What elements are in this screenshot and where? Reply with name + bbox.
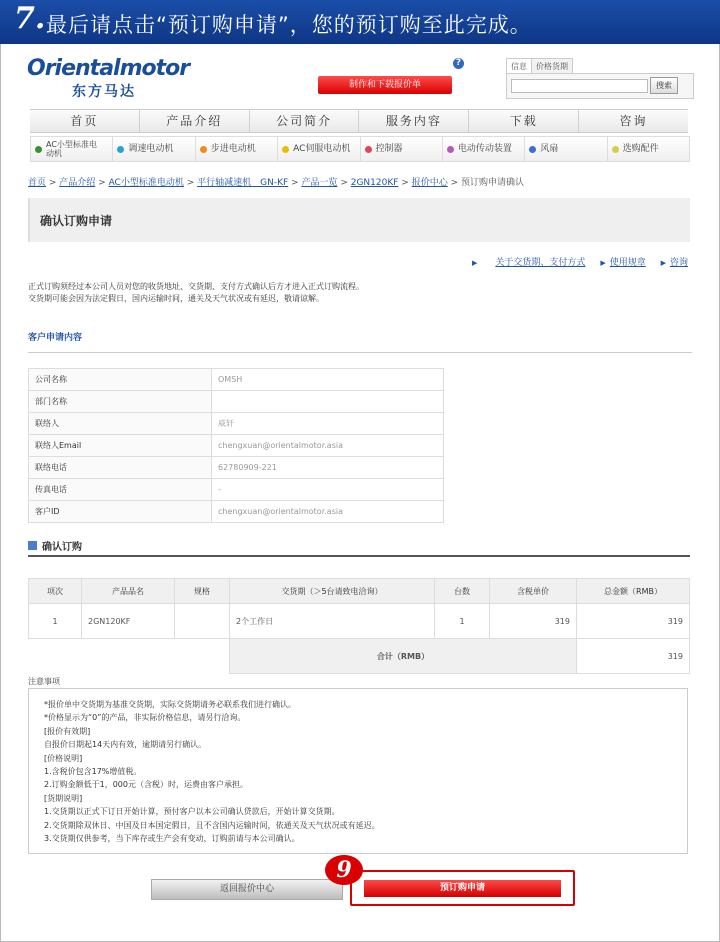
table-row: 联络电话 62780909-221 xyxy=(29,457,444,479)
search-tab-info[interactable]: 信息 xyxy=(506,58,532,74)
divider xyxy=(28,352,692,353)
pre-order-request-button[interactable]: 预订购申请 xyxy=(364,880,561,897)
terms-link[interactable]: 使用规章 xyxy=(609,258,646,268)
table-row: 1 2GN120KF 2个工作日 1 319 319 xyxy=(29,604,690,639)
breadcrumb: 首页 > 产品介绍 > AC小型标准电动机 > 平行轴减速机 GN-KF > 产品一览 > 2GN120KF > 报价中心 > 预订购申请确认 xyxy=(28,178,524,188)
nav-company[interactable]: 公司简介 xyxy=(250,110,360,132)
step-badge: 9 xyxy=(325,855,363,885)
product-nav-item[interactable]: 调速电动机 xyxy=(113,137,195,161)
arrow-icon: ▶ xyxy=(660,259,666,267)
bullet-icon xyxy=(365,146,372,153)
contact-link[interactable]: 咨询 xyxy=(669,258,688,268)
bullet-icon xyxy=(447,146,454,153)
bullet-icon xyxy=(200,146,207,153)
bullet-icon xyxy=(529,146,536,153)
customer-section-title: 客户申请内容 xyxy=(28,333,83,343)
order-section-title: 确认订购 xyxy=(28,538,82,553)
breadcrumb-link[interactable]: 报价中心 xyxy=(411,178,448,188)
bullet-icon xyxy=(35,146,42,153)
step-number: 7. xyxy=(14,1,46,36)
breadcrumb-link[interactable]: 产品介绍 xyxy=(59,178,96,188)
customer-info-table xyxy=(28,368,444,523)
search-input[interactable] xyxy=(511,79,648,93)
nav-home[interactable]: 首页 xyxy=(30,110,140,132)
global-nav xyxy=(30,109,688,133)
instruction-banner xyxy=(0,0,720,44)
table-row: 公司名称 OMSH xyxy=(29,369,444,391)
table-row: 传真电话 - xyxy=(29,479,444,501)
product-nav-item[interactable]: 控制器 xyxy=(361,137,443,161)
divider xyxy=(28,555,690,557)
total-row: 合计（RMB） 319 xyxy=(29,639,690,674)
nav-products[interactable]: 产品介绍 xyxy=(140,110,250,132)
bullet-icon xyxy=(282,146,289,153)
logo-english[interactable]: Orientalmotor xyxy=(27,56,190,81)
product-nav-item[interactable]: AC伺服电动机 xyxy=(278,137,360,161)
breadcrumb-link[interactable]: 首页 xyxy=(28,178,47,188)
product-nav-item[interactable]: AC小型标准电动机 xyxy=(31,137,113,161)
table-row: 客户ID chengxuan@orientalmotor.asia xyxy=(29,501,444,523)
table-header-row: 项次 产品品名 规格 交货期（＞5台请致电洽询） 台数 含税单价 总金额（RMB） xyxy=(29,579,690,604)
product-nav-item[interactable]: 电动传动装置 xyxy=(443,137,525,161)
order-table xyxy=(28,578,690,674)
nav-download[interactable]: 下载 xyxy=(469,110,579,132)
product-nav xyxy=(30,136,690,162)
bullet-icon xyxy=(117,146,124,153)
notes-box: *报价单中交货期为基准交货期，实际交货期请务必联系我们进行确认。 *价格显示为“0”的产品，非实际价格信息，请另行洽询。 [报价有效期] 自报价日期起14天内有效，逾期请另行确认。 [价格说明] 1.含税价包含17%增值税。 2.订购金额低于1，000元（含税）时，运费由客户承担。 [货期说明] 1.交货期以正式下订日开始计算，预付客户以本公司确认贷款后，开始计算交货期。 2.交货期除双休日、中国及日本国定假日，且不含国内运输时间，依通关及天气状况或有延迟。 3.交货期仅供参考，当下库存或生产会有变动，订购前请与本公司确认。 xyxy=(28,688,688,854)
search-box xyxy=(506,73,694,99)
product-nav-item[interactable]: 步进电动机 xyxy=(196,137,278,161)
breadcrumb-link[interactable]: 2GN120KF xyxy=(350,178,399,188)
confirm-highlight xyxy=(350,870,575,906)
arrow-icon: ▶ xyxy=(600,259,606,267)
instruction-text: 最后请点击“预订购申请”，您的预订购至此完成。 xyxy=(46,13,532,37)
table-row: 联络人 威轩 xyxy=(29,413,444,435)
help-links xyxy=(472,255,688,268)
page-title: 确认订购申请 xyxy=(40,214,113,228)
product-nav-item[interactable]: 选购配件 xyxy=(608,137,689,161)
notice-text: 正式订购须经过本公司人员对您的收货地址、交货期、支付方式确认后方才进入正式订购流程。 交货期可能会因为法定假日，国内运输时间，通关及天气状况或有延迟，敬请谅解。 xyxy=(28,282,364,303)
notes-label: 注意事项 xyxy=(28,677,60,686)
breadcrumb-link[interactable]: 产品一览 xyxy=(301,178,338,188)
bullet-icon xyxy=(612,146,619,153)
table-row: 部门名称 xyxy=(29,391,444,413)
search-tabs xyxy=(506,58,572,74)
breadcrumb-link[interactable]: 平行轴减速机 GN-KF xyxy=(197,178,289,188)
nav-contact[interactable]: 咨询 xyxy=(619,114,648,128)
help-icon[interactable]: ? xyxy=(453,58,464,69)
search-tab-price[interactable]: 价格货期 xyxy=(531,58,573,74)
arrow-icon: ▶ xyxy=(472,259,478,267)
back-to-quote-button[interactable]: 返回报价中心 xyxy=(151,879,343,900)
breadcrumb-link[interactable]: AC小型标准电动机 xyxy=(108,178,184,188)
nav-services[interactable]: 服务内容 xyxy=(359,110,469,132)
square-icon xyxy=(28,541,37,550)
table-row: 联络人Email chengxuan@orientalmotor.asia xyxy=(29,435,444,457)
page-title-box xyxy=(28,198,690,242)
create-quote-button[interactable]: 制作和下载报价单 xyxy=(318,76,452,94)
product-nav-item[interactable]: 风扇 xyxy=(525,137,607,161)
search-button[interactable]: 搜索 xyxy=(650,77,678,94)
breadcrumb-current: 预订购申请确认 xyxy=(460,178,524,188)
delivery-payment-link[interactable]: 关于交货期、支付方式 xyxy=(495,258,586,268)
logo-chinese[interactable]: 东方马达 xyxy=(72,84,136,100)
